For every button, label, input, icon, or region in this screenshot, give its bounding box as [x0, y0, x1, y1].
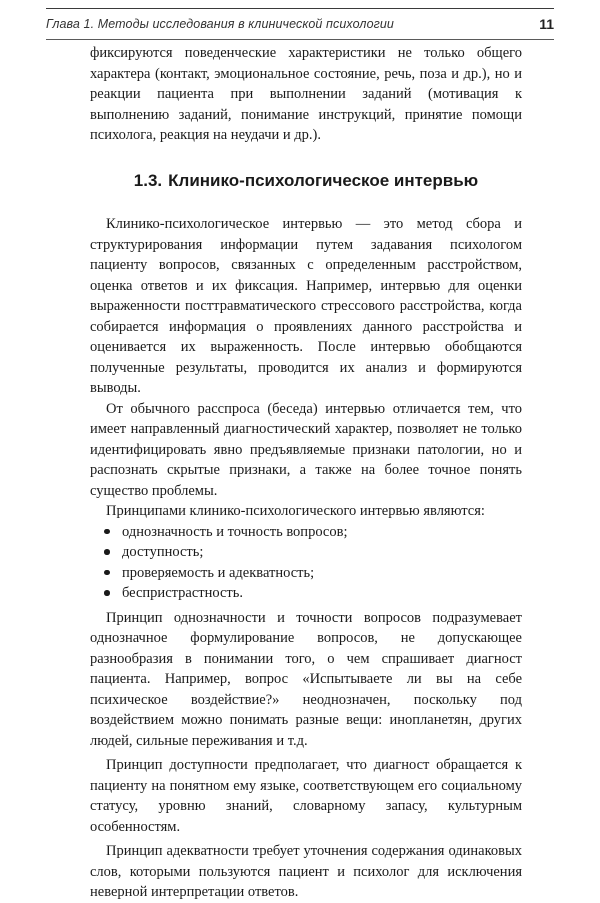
- paragraph: Принцип адекватности требует уточнения содержания одинаковых слов, которыми пользуются пациент и психолог для исключения неверной интерпретации ответов.: [90, 843, 522, 900]
- paragraph: Принцип однозначности и точности вопросов подразумевает однозначное формулирование вопросов, не допускающее разнообразия в понимании того, о чем спрашивает диагност пациента. Например, вопрос «Испытываете ли вы на себе психическое воздействие?» неоднозначен, поскольку под воздействием можно понимать разные вещи: инопланетян, других людей, сильные переживания и т.д.: [90, 609, 522, 749]
- principles-list: [90, 522, 522, 604]
- running-title: Глава 1. Методы исследования в клинической психологии: [46, 17, 394, 31]
- paragraph: Принципами клинико-психологического интервью являются:: [106, 503, 485, 519]
- bullet-icon: [104, 590, 110, 596]
- paragraph: Клинико-психологическое интервью — это метод сбора и структурирования информации путем задавания психологом пациенту вопросов, связанных с определенным расстройством, оценка ответов и их фиксация. Например, интервью для оценки выраженности посттравматического стрессового расстройства, когда собирается информация о проявлениях данного расстройства и оценивается их выраженность. После интервью обобщаются полученные результаты, проводится их анализ и формируются выводы.: [90, 216, 522, 396]
- bullet-icon: [104, 570, 110, 576]
- paragraph: Принцип доступности предполагает, что диагност обращается к пациенту на понятном ему языке, соответствующем его социальному статусу, уровню знаний, словарному запасу, культурным особенностям.: [90, 757, 522, 835]
- list-item: [90, 583, 522, 604]
- bullet-icon: [104, 529, 110, 535]
- list-item-text: беспристрастность.: [122, 585, 243, 601]
- list-item: [90, 542, 522, 563]
- list-item-text: проверяемость и адекватность;: [122, 564, 315, 581]
- paragraph-continued: фиксируются поведенческие характеристики не только общего характера (контакт, эмоциональное состояние, речь, поза и др.), но и реакции пациента при выполнении заданий (мотивация к выполнению заданий, понимание инструкций, принятие помощи психолога, реакция на неудачи и др.).: [90, 45, 522, 143]
- list-item: [90, 563, 522, 584]
- section-title: Клинико-психологическое интервью: [168, 170, 479, 190]
- bullet-icon: [104, 549, 110, 555]
- section-number: 1.3.: [133, 170, 163, 190]
- list-item: [90, 522, 522, 543]
- page-content: [90, 43, 522, 903]
- list-item-text: доступность;: [122, 544, 204, 560]
- paragraph: От обычного расспроса (беседа) интервью отличается тем, что имеет направленный диагностический характер, позволяет не только идентифицировать явно предъявляемые признаки патологии, но и распознать скрытые признаки, а также на более точное понять существо проблемы.: [90, 400, 522, 499]
- running-header: [46, 8, 554, 40]
- section-heading: [90, 171, 522, 192]
- page-number: 11: [539, 16, 554, 32]
- list-item-text: однозначность и точность вопросов;: [122, 523, 348, 540]
